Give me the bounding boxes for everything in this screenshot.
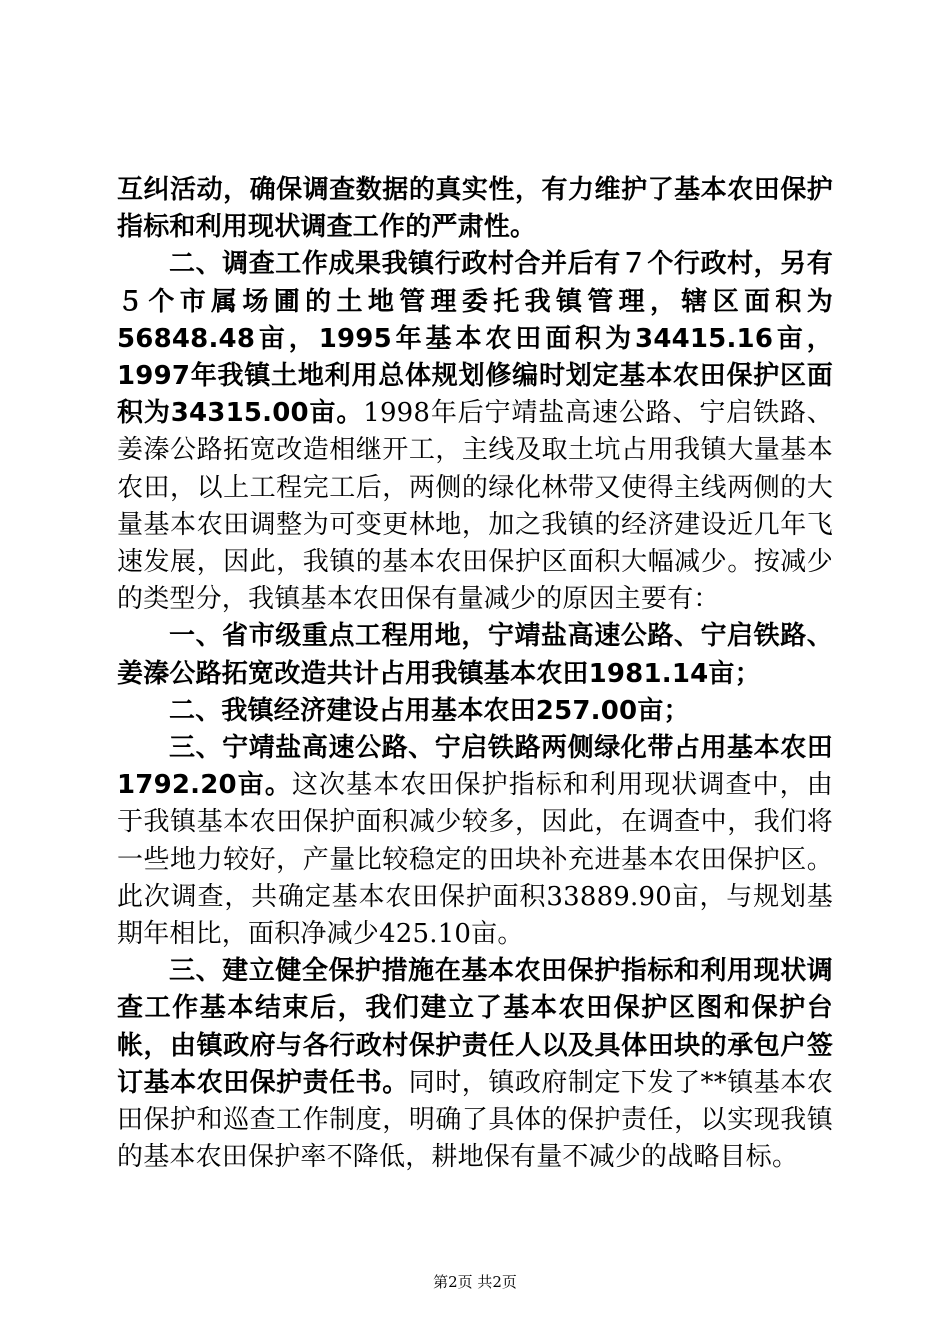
paragraph-4-text-1: 二、我镇经济建设占用基本农田257.00亩； [169, 695, 690, 726]
paragraph-2-text-2: 1998年后宁靖盐高速公路、宁启铁路、姜溱公路拓宽改造相继开工，主线及取土坑占用我镇大量基本农田，以上工程完工后，两侧的绿化林带又使得主线两侧的大量基本农田调整为可变更林地，加之我镇的经济建设近几年飞速发展，因此，我镇的基本农田保护区面积大幅减少。按减少的类型分，我镇基本农田保有量减少的原因主要有： [117, 398, 834, 615]
paragraph-5 [117, 730, 833, 953]
paragraph-5-text-1: 三、宁靖盐高速公路、宁启铁路两侧绿化带占用基本农田1792.20亩。 [117, 733, 833, 801]
paragraph-3-text-1: 一、省市级重点工程用地，宁靖盐高速公路、宁启铁路、姜溱公路拓宽改造共计占用我镇基本农田1981.14亩； [117, 621, 833, 689]
paragraph-2 [117, 246, 833, 618]
paragraph-6 [117, 953, 833, 1176]
document-body [117, 172, 833, 1176]
paragraph-5-text-2: 这次基本农田保护指标和利用现状调查中，由于我镇基本农田保护面积减少较多，因此，在调查中，我们将一些地力较好，产量比较稳定的田块补充进基本农田保护区。此次调查，共确定基本农田保护面积33889.90亩，与规划基期年相比，面积净减少425.10亩。 [117, 770, 833, 950]
paragraph-6-text-1: 三、建立健全保护措施在基本农田保护指标和利用现状调查工作基本结束后，我们建立了基本农田保护区图和保护台帐，由镇政府与各行政村保护责任人以及具体田块的承包户签订基本农田保护责任书。 [117, 956, 833, 1098]
paragraph-3 [117, 618, 833, 692]
paragraph-1-text-1: 互纠活动，确保调查数据的真实性，有力维护了基本农田保护指标和利用现状调查工作的严肃性。 [117, 175, 833, 243]
paragraph-1 [117, 172, 833, 246]
paragraph-2-text-1: 二、调查工作成果我镇行政村合并后有７个行政村，另有５个市属场圃的土地管理委托我镇管理，辖区面积为56848.48亩，1995年基本农田面积为34415.16亩，1997年我镇土地利用总体规划修编时划定基本农田保护区面积为34315.00亩。 [117, 249, 833, 429]
paragraph-4 [117, 693, 833, 730]
page-footer: 第2页 共2页 [433, 1273, 517, 1291]
paragraph-6-text-2: 同时，镇政府制定下发了**镇基本农田保护和巡查工作制度，明确了具体的保护责任，以实现我镇的基本农田保护率不降低，耕地保有量不减少的战略目标。 [117, 1067, 834, 1173]
